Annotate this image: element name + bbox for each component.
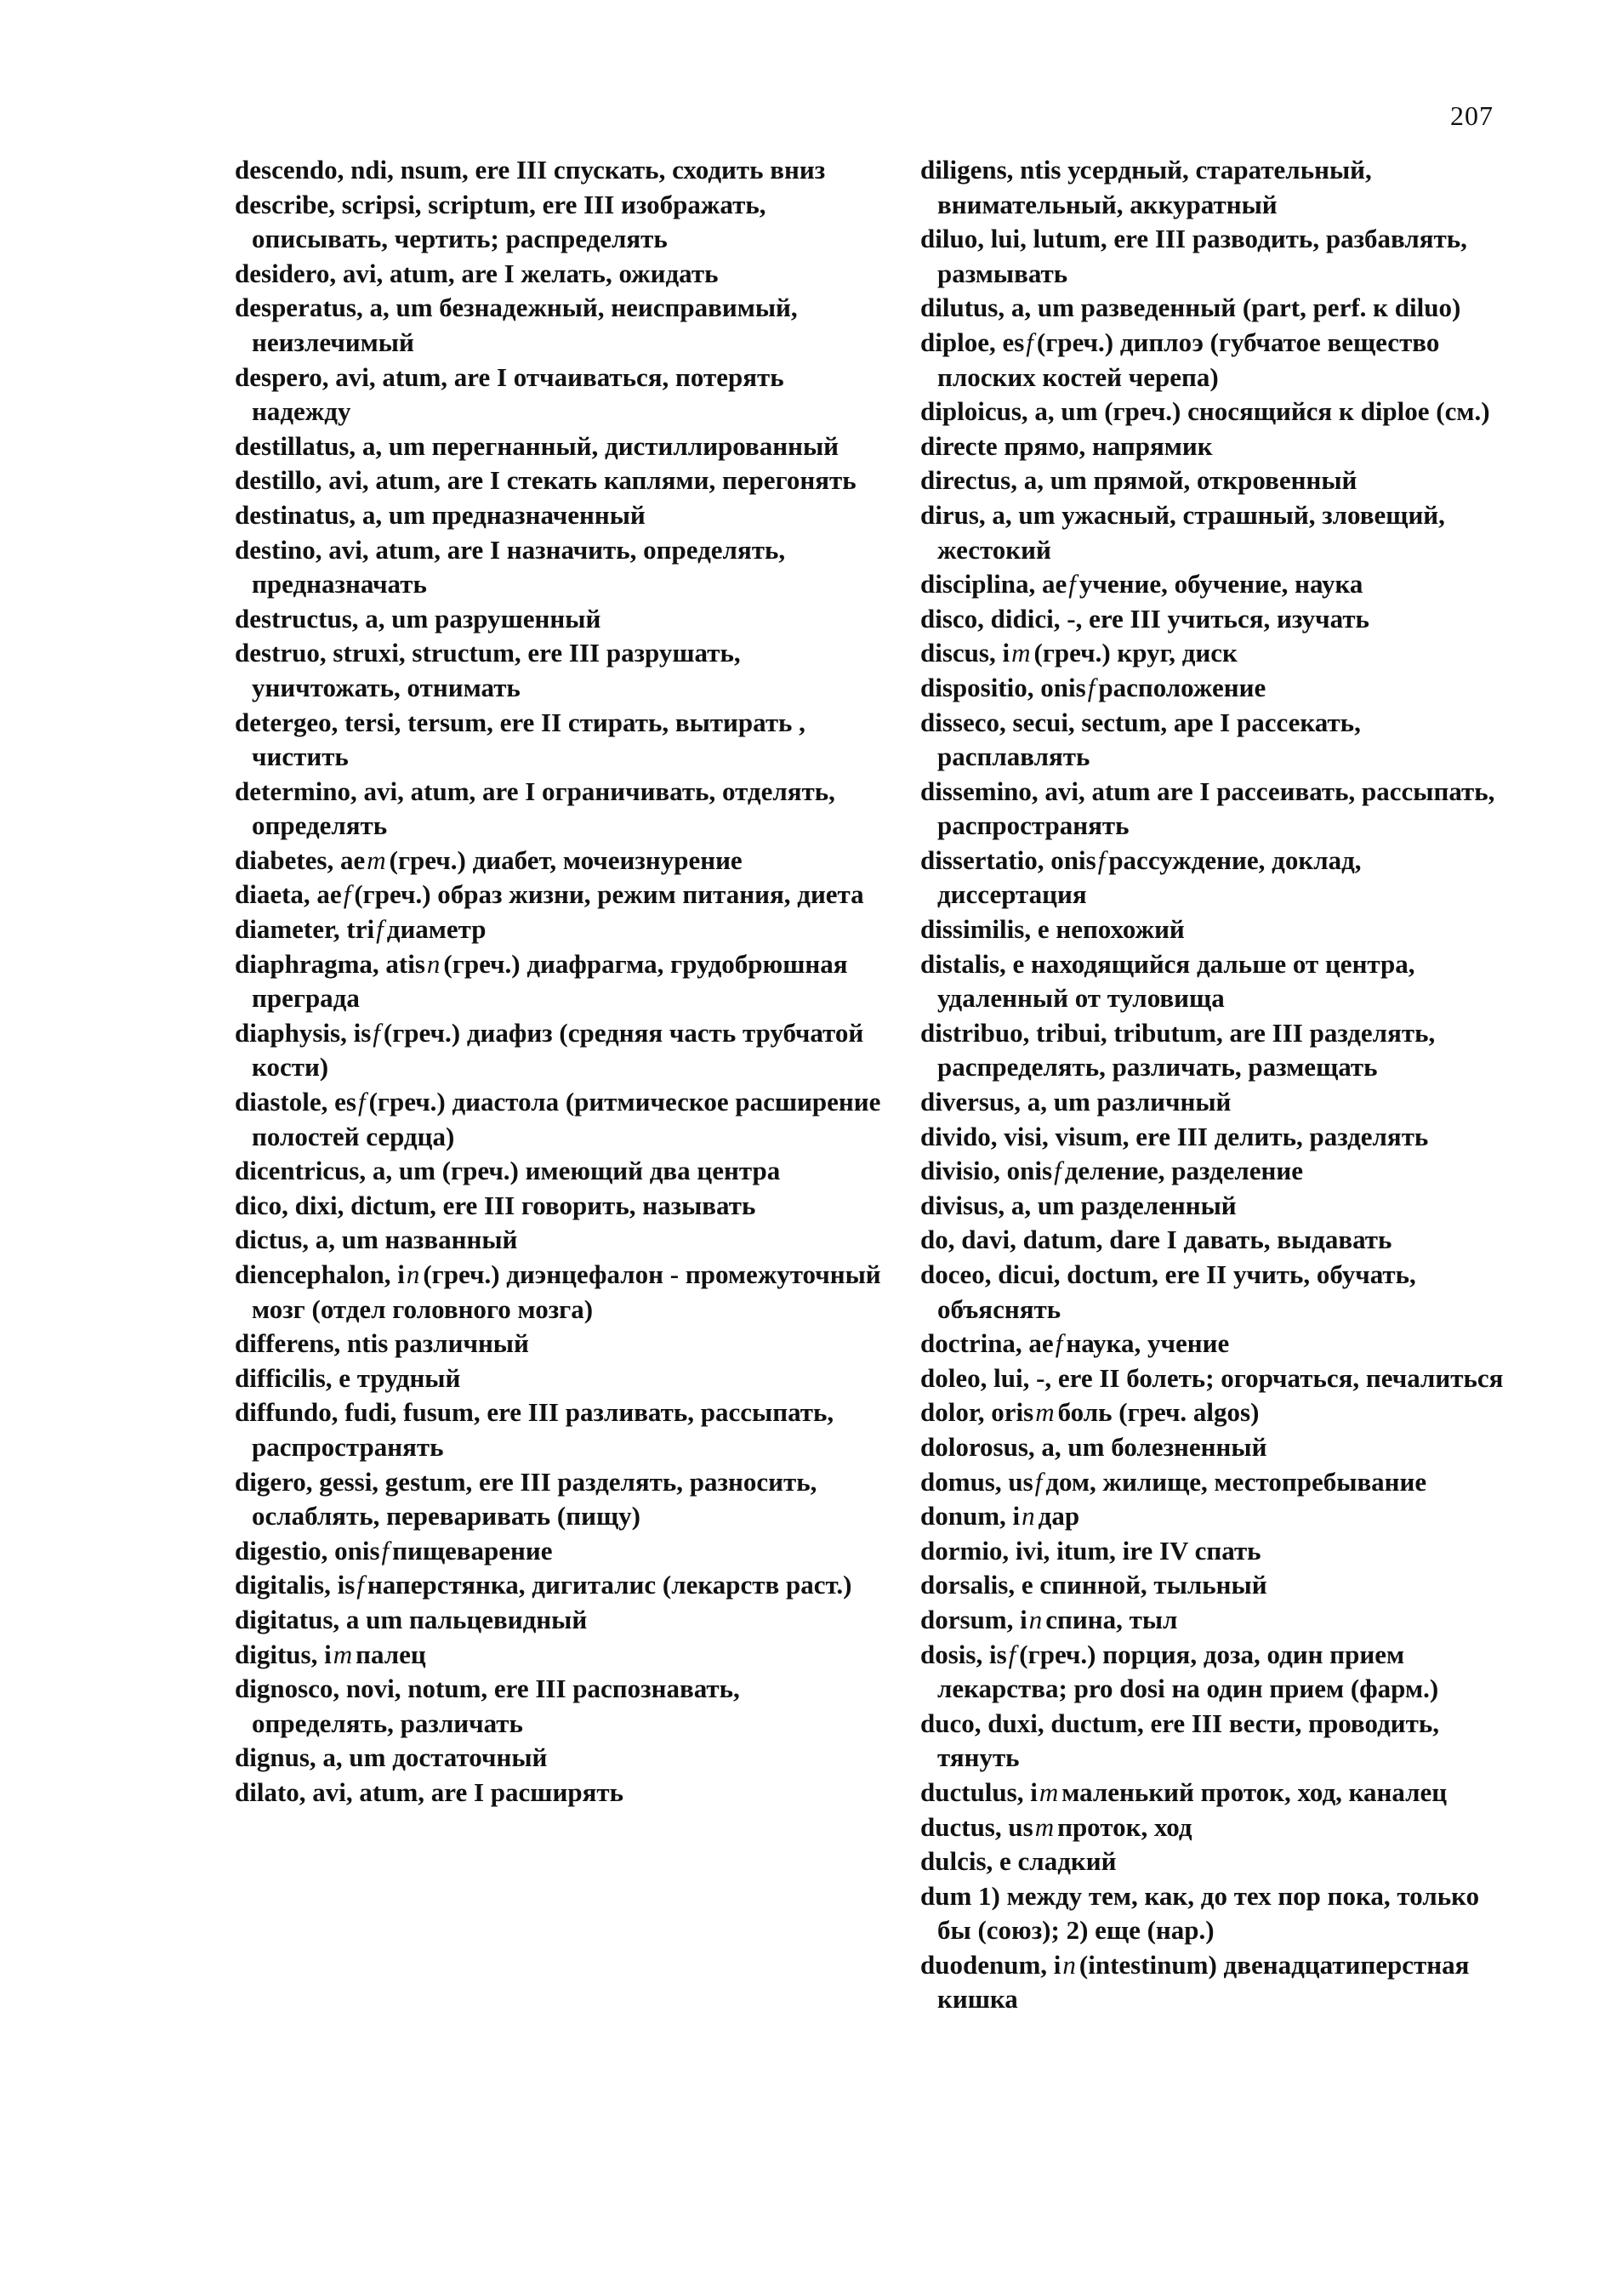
dictionary-entry: diaphysis, isf (греч.) диафиз (средняя часть трубчатой кости) [235,1017,864,1083]
dictionary-entry: differens, ntis различный [235,1328,529,1359]
dictionary-entry: domus, usf дом, жилище, местопребывание [920,1466,1427,1497]
dictionary-entry: desperatus, a, um безнадежный, неисправимый, неизлечимый [235,293,798,357]
dictionary-entry: dicentricus, a, um (греч.) имеющий два центра [235,1156,781,1186]
dictionary-entry: dico, dixi, dictum, ere III говорить, называть [235,1190,756,1220]
dictionary-entry: dorsalis, e спинной, тыльный [920,1570,1267,1600]
dictionary-entry: dissimilis, e непохожий [920,914,1185,945]
dictionary-entry: dolor, orism боль (греч. algos) [920,1397,1260,1428]
dictionary-entry: doleo, lui, -, ere II болеть; огорчаться, печалиться [920,1362,1504,1393]
dictionary-entry: discus, im (греч.) круг, диск [920,638,1238,668]
dictionary-entry: destinatus, a, um предназначенный [235,499,646,530]
dictionary-entry: digitalis, isf наперстянка, дигиталис (лекарств раст.) [235,1570,852,1600]
dictionary-entry: disciplina, aef учение, обучение, наука [920,569,1363,600]
dictionary-entry: diameter, trif диаметр [235,914,487,945]
dictionary-entry: disco, didici, -, ere III учиться, изучать [920,603,1369,634]
dictionary-entry: distalis, e находящийся дальше от центра, удаленный от туловища [920,948,1415,1014]
dictionary-entry: diencephalon, in (греч.) диэнцефалон - промежуточный мозг (отдел головного мозга) [235,1259,881,1324]
dictionary-entry: destillatus, a, um перегнанный, дистиллированный [235,430,839,461]
dictionary-entry: ductulus, im маленький проток, ход, каналец [920,1776,1448,1807]
dictionary-entry: divido, visi, visum, ere III делить, разделять [920,1121,1429,1151]
dictionary-entry: desidero, avi, atum, are I желать, ожидать [235,258,719,288]
dictionary-entry: do, davi, datum, dare I давать, выдавать [920,1225,1392,1255]
dictionary-entry: describe, scripsi, scriptum, ere III изображать, описывать, чертить; распределять [235,189,766,254]
dictionary-entry: directe прямо, напрямик [920,430,1213,461]
dictionary-entry: destino, avi, atum, are I назначить, определять, предназначать [235,534,786,600]
dictionary-entry: digestio, onisf пищеварение [235,1535,553,1566]
dictionary-entry: diaeta, aef (греч.) образ жизни, режим питания, диета [235,879,864,910]
dictionary-entry: digitus, im палец [235,1639,426,1669]
dictionary-entry: distribuo, tribui, tributum, are III разделять, распределять, различать, размещать [920,1017,1436,1083]
dictionary-entry: destruo, struxi, structum, ere III разрушать, уничтожать, отнимать [235,638,741,702]
dictionary-entry: diploe, esf (греч.) диплоэ (губчатое вещество плоских костей черепа) [920,327,1440,392]
dictionary-entry: dissemino, avi, atum are I рассеивать, рассыпать, распространять [920,776,1495,841]
dictionary-entry: dilato, avi, atum, are I расширять [235,1776,623,1807]
dictionary-entry: diffundo, fudi, fusum, ere III разливать, рассыпать, распространять [235,1397,834,1462]
dictionary-entry: doctrina, aef наука, учение [920,1328,1230,1359]
left-column [235,153,881,1810]
dictionary-entry: dispositio, onisf расположение [920,672,1266,702]
dictionary-entry: doceo, dicui, doctum, ere II учить, обучать, объяснять [920,1259,1416,1324]
dictionary-entry: dorsum, in спина, тыл [920,1604,1178,1634]
page-number: 207 [1450,100,1494,131]
dictionary-entry: dormio, ivi, itum, ire IV спать [920,1535,1261,1566]
dictionary-entry: dictus, a, um названный [235,1225,518,1255]
dictionary-entry: despero, avi, atum, are I отчаиваться, потерять надежду [235,361,784,427]
dictionary-entry: dolorosus, a, um болезненный [920,1431,1267,1462]
dictionary-entry: divisio, onisf деление, разделение [920,1156,1303,1186]
dictionary-entry: donum, in дар [920,1501,1080,1532]
dictionary-entry: directus, a, um прямой, откровенный [920,465,1357,496]
dictionary-entry: dum 1) между тем, как, до тех пор пока, только бы (союз); 2) еще (нар.) [920,1880,1480,1946]
dictionary-entry: destructus, a, um разрушенный [235,603,601,634]
dictionary-entry: digero, gessi, gestum, ere III разделять, разносить, ослаблять, переваривать (пищу) [235,1466,817,1532]
dictionary-entry: difficilis, e трудный [235,1362,461,1393]
dictionary-entry: divisus, a, um разделенный [920,1190,1237,1220]
dictionary-entry: ductus, usm проток, ход [920,1811,1192,1842]
dictionary-entry: determino, avi, atum, are I ограничивать, отделять, определять [235,776,835,841]
dictionary-entry: descendo, ndi, nsum, ere III спускать, сходить вниз [235,155,826,185]
dictionary-entry: dignosco, novi, notum, ere III распознавать, определять, различать [235,1674,740,1738]
dictionary-entry: dosis, isf (греч.) порция, доза, один прием лекарства; pro dosi на один прием (фарм.) [920,1639,1439,1704]
dictionary-entry: diabetes, aem (греч.) диабет, мочеизнурение [235,844,743,875]
dictionary-entry: dulcis, e сладкий [920,1846,1117,1877]
dictionary-entry: destillo, avi, atum, are I стекать каплями, перегонять [235,465,857,496]
dictionary-entry: diaphragma, atisn (греч.) диафрагма, грудобрюшная преграда [235,948,848,1014]
dictionary-entry: diastole, esf (греч.) диастола (ритмическое расширение полостей сердца) [235,1087,881,1151]
dictionary-entry: duodenum, in (intestinum) двенадцатиперстная кишка [920,1949,1470,2015]
dictionary-entry: diploicus, a, um (греч.) сносящийся к diploe (см.) [920,396,1490,427]
dictionary-entry: dirus, a, um ужасный, страшный, зловещий, жестокий [920,499,1445,565]
dictionary-entry: diligens, ntis усердный, старательный, внимательный, аккуратный [920,155,1372,219]
dictionary-entry: diversus, a, um различный [920,1087,1232,1117]
dictionary-entry: dissertatio, onisf рассуждение, доклад, диссертация [920,844,1362,910]
dictionary-entry: dilutus, a, um разведенный (part, perf. к diluo) [920,293,1461,323]
dictionary-entry: duco, duxi, ductum, ere III вести, проводить, тянуть [920,1708,1439,1773]
dictionary-entry: diluo, lui, lutum, ere III разводить, разбавлять, размывать [920,224,1467,288]
dictionary-entry: dignus, a, um достаточный [235,1742,548,1773]
right-column [920,153,1516,2017]
dictionary-entry: digitatus, a um пальцевидный [235,1604,588,1634]
dictionary-entry: detergeo, tersi, tersum, ere II стирать, вытирать , чистить [235,707,805,772]
dictionary-entry: disseco, secui, sectum, аре I рассекать, расплавлять [920,707,1361,772]
